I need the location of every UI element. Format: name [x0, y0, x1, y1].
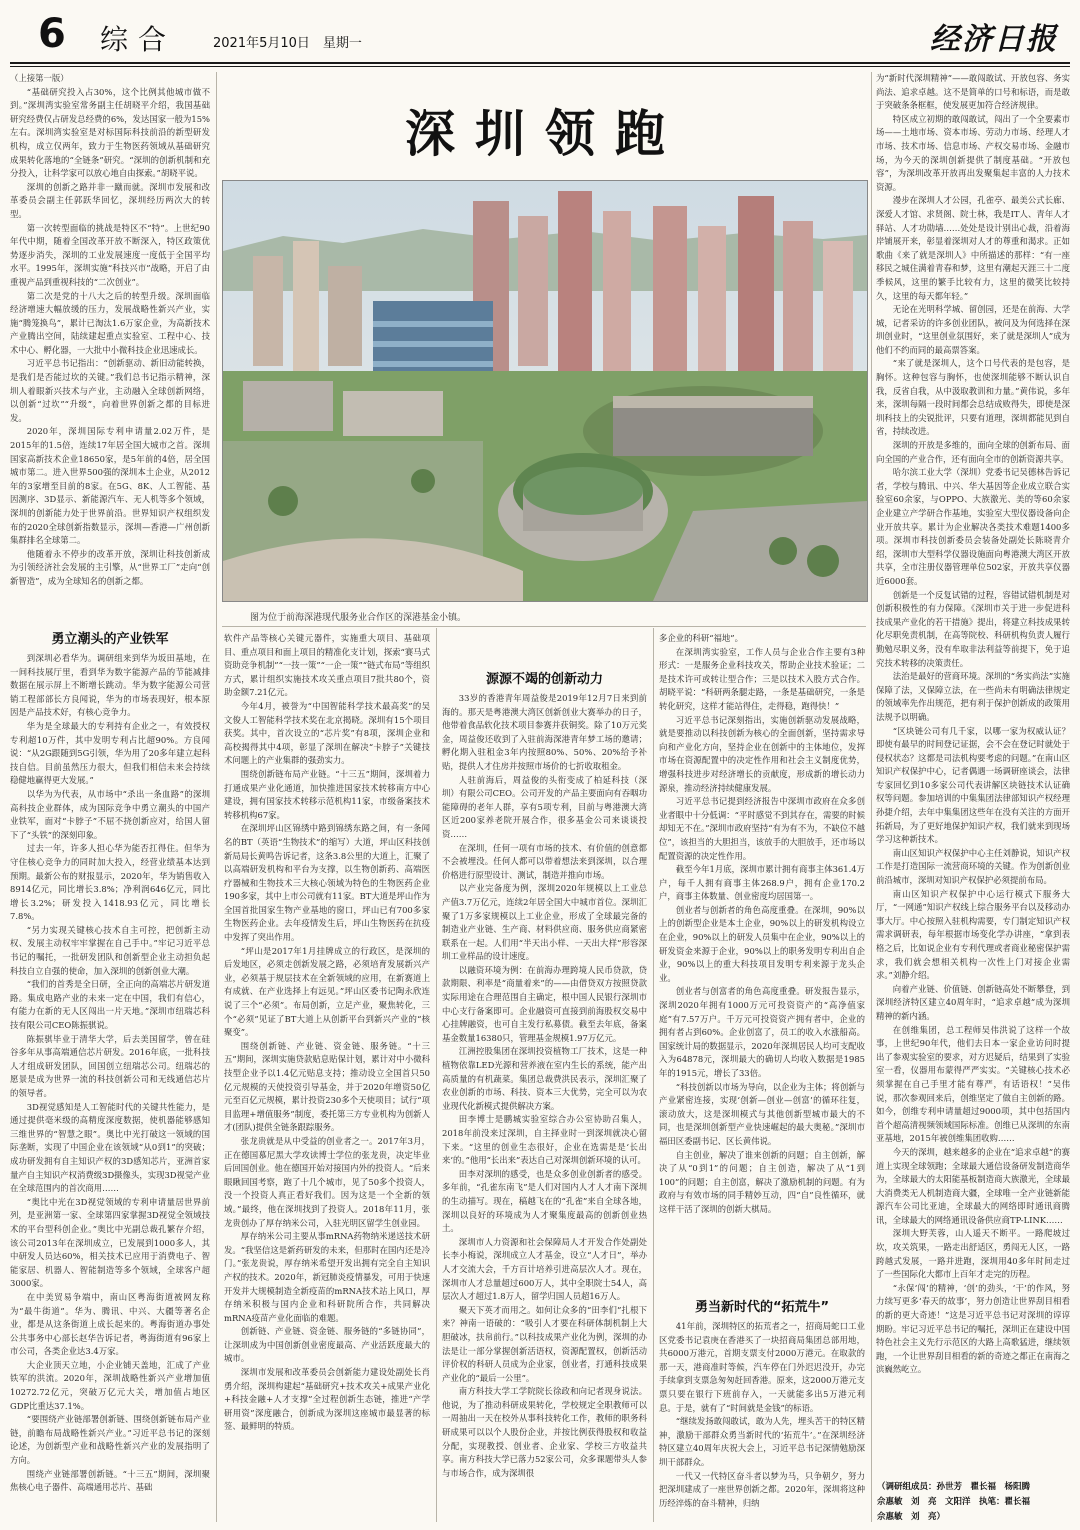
paragraph: “科技创新以市场为导向，以企业为主体；将创新与产业紧密连接，实现‘创新—创业—创富’的循环往复，滚动放大，这是深圳模式与其他创新型城市最大的不同，也是深圳创新型产业快速崛起的最大奥秘。”深圳市福田区委副书记、区长黄伟说。	[659, 1081, 865, 1146]
paragraph: 创业者与创富者的角色高度重叠。研发报告显示，深圳2020年拥有1000万元可投资资产的“高净值家庭”有7.57万户。千万元可投资资产拥有者中，企业的拥有者占到60%。企业创富了，员工的收入水涨船高。国家统计局的数据显示，2020年深圳居民人均可支配收入为64878元，深圳最大的确切人均收入数据是1985年的1915元，增长了33倍。	[659, 986, 865, 1078]
paragraph: 大企业顶天立地，小企业铺天盖地，汇成了产业铁军的洪流。2020年，深圳战略性新兴产业增加值10272.72亿元，突破万亿元大关，增加值占地区GDP比重达37.1%。	[10, 1359, 210, 1411]
paragraph: 深圳市发展和改革委员会创新能力建设处副处长肖勇介绍，深圳构建起“基础研究+技术攻关+成果产业化+科技金融+人才支撑”全过程创新生态链，推进“产学研用资”深度融合，创新成为深圳这座城市最显著的标签、最鲜明的特质。	[224, 1367, 430, 1432]
paragraph: “继续发扬敢闯敢试，敢为人先，埋头苦干的特区精神，激励干部群众勇当新时代的‘拓荒牛’。”在深圳经济特区建立40周年庆祝大会上，习近平总书记深情勉励深圳干部群众。	[659, 1416, 865, 1467]
paragraph: 围绕创新链、产业链、资金链、服务链。“十三五”期间，深圳实施贷款贴息贴保计划，累计对中小微科技型企业予以1.4亿元贴息支持；推动设立全国首只50亿元规模的天使投资引导基金，并于2020年增资50亿元至百亿元规模，累计投资230多个天使项目；试行“项目监理+增值服务”制度，委托第三方专业机构为创新人才(团队)提供全链条跟踪服务。	[224, 1040, 430, 1133]
paragraph: 聚天下英才而用之。如何让众多的“田李们”扎根下来？神南一语破的：“吸引人才要在科研体制机制上大胆破冰，扶帛前行。”以科技成果产业化为例，深圳的办法是让一部分掌握创新活语权，资源配置权，创新活动评价权的科研人员成为企业家，创业者，打通科技成果产业化的“最后一公里”。	[442, 1304, 647, 1383]
paragraph: 以融资环境为例：在前海办理跨境人民币贷款，贷款期限、利率是“商量着来”的——由借贷双方按照贷款实际用途在合理范围自主确定，根中国人民银行深圳市中心支行备案即可。企业融资可直接到前海股权交易中心挂牌融资，也可自主发行私募债。截至去年底，备案基金数量16380只，管理基金规模1.97万亿元。	[442, 964, 647, 1043]
paragraph: 南方科技大学工学院院长徐政和向记者现身说法。他说，为了推动科研成果转化，学校规定全职教师可以一周抽出一天在校外从事科技转化工作，教师的职务科研成果可以以个人股份企业，并按比例获得股权和收益分配，实现教授、创业者、企业家、学校三方收益共享。南方科技大学已落力52家公司，众多课题带头人参与市场合作，成为深圳很	[442, 1386, 647, 1478]
column-2	[224, 632, 430, 1522]
section-divider	[222, 626, 866, 627]
paragraph: “基础研究投入占30%，这个比例其他城市做不到。”深圳湾实验室常务副主任胡晓平介绍，我国基础研究经费仅占研发总经费的6%，发达国家一般为15%左右。深圳湾实验室是对标国际科技前沿的新型研发机构，成立仅两年，致力于生物医药领域从基础研究成果转化落地的“全链条”研究。“深圳的创新机制和充分投入，让科学家可以放心地自由探索。”胡晓平说。	[10, 86, 210, 179]
paragraph: 在创维集团，总工程师吴伟洪说了这样一个故事，上世纪90年代，他们去日本一家企业访问时提出了参观实验室的要求，对方迟疑后，结果到了实验室一看，仪器用布蒙得严严实实。“关键核心技术必须掌握在自己手里才能有尊严，有话语权！”吴伟说，那次参观回来后，创维坚定了做自主创新的路。如今，创维专利申请量超过9000项，其中包括国内首个超高清视频领域国际标准。创维已从深圳的东南亚基地，2015年被创维集团收购……	[876, 1024, 1070, 1144]
paragraph: 围绕产业链部署创新链。“十三五”期间，深圳聚焦核心电子器件、高端通用芯片、基础	[10, 1468, 210, 1493]
paragraph: 41年前，深圳特区的拓荒者之一，招商局蛇口工业区党委书记袁庚在香港买了一块招商局集团总部用地，共6000万港元，首期支票支付2000万港元。在取款的那一天，港商准时等候，汽车停在门外迟迟没开，办完手续拿到支票急匆匆赶回香港。原来，这2000万港元支票只要在银行下班前存入，一天就能多出5万港元利息。于是，就有了“时间就是金钱”的标语。	[659, 1321, 865, 1413]
paragraph: 33岁的香港青年周益俊是2019年12月7日来到前海的。那天是粤港澳大湾区创新创业大赛举办的日子，他带着食品软化技术项目参赛并获铜奖。除了10万元奖金，周益俊还收到了入驻前海深港青年梦工场的邀请；孵化期入驻租金3年内按照80%、50%、20%给予补贴，提供人才住房并按照市场价的七折收取租金。	[442, 693, 647, 771]
paragraph: 创新链、产业链、资金链、服务链的“多链协同”，让深圳成为中国创新创业密度最高、产业活跃度最大的城市。	[224, 1326, 430, 1364]
paragraph: 田李对深圳的感受，也是众多创业创新者的感受。多年前，“孔雀东南飞”是人们对国内人才人才南下深圳的生动描写。现在，稿越飞在的“孔雀”来自全球各地，深圳以良好的环境成为人才聚集度最高的创新创业热土。	[442, 1168, 647, 1234]
paragraph: 今天的深圳，越来越多的企业在“追求卓越”的赛道上实现全球领跑；全球最大通信设备研发制造商华为，全球最大的太阳能基板制造商大族激光，全球最大消费类无人机制造商大疆，全球唯一全产业链新能源汽车公司比亚迪，全球最大的网络即时通讯商腾讯，全球最大的网络通讯设备供应商TP-LINK……	[876, 1146, 1070, 1225]
paragraph: 软件产品等核心关键元器件，实施重大项目、基础项目、重点项目和面上项目的精准化支计划，探索“赛马式资助竞争机制”“一技一策”“一企一策”“链式布局”等组织方式，累计组织实施技术攻关重点项目7批共80个，资助金额7.21亿元。	[224, 633, 430, 698]
paragraph: 今年4月，被誉为“中国智能科学技术最高奖”的吴文俊人工智能科学技术奖在北京揭晓。深圳有15个项目获奖。其中，首次设立的“芯片奖”有8项，深圳企业和高校揭得其中4项，彰显了深圳在解决“卡脖子”关键技术问题上的产业集群的强劲实力。	[224, 700, 430, 766]
paragraph: 在深圳坪山区锦绣中路到锦绣东路之间，有一条闻名的BT（英语“生物技术”的缩写）大道，坪山区科技创新局局长黄鸣告诉记者，这条3.8公里的大道上，汇聚了以高端研发机构和平台为支撑，以生物创新药、高端医疗器械和生物技术三大核心领域为特色的生物医药企业190多家，其中上市公司就有11家。BT大道是坪山作为全国首批国家生物产业基地的窗口，坪山已有700多家生物医药企业。去年疫情发生后，坪山生物医药在抗疫中发挥了突出作用。	[224, 823, 430, 943]
paragraph: 张龙贵就是从中受益的创业者之一。2017年3月，正在德国慕尼黑大学攻读博士学位的张龙贵，决定毕业后回国创业。他在德国开始对接国内外的投资人。“后来眼瞅回国考察，跑了十几个城市，见了50多个投资人，没一个投资人真正看好我们。因为这是一个全新的领域。”最终，他在深圳找到了投资人。2018年11月，张龙贵创办了厚存纳米公司，入驻光明区留学生创业园。	[224, 1135, 430, 1228]
paragraph: 3D视觉感知是人工智能时代的关键共性能力，是通过提供毫米级的高精度深度数据，使机器能够感知三维世界的“智慧之眼”。奥比中光打破这一领域的国际垄断，实现了中国企业在该领域“从0到1”的突破；成功研发拥有自主知识产权的3D感知芯片，亚洲首家量产自主知识产权消费级3D摄像头，实现3D视觉产业在全球范围内的首次商用……	[10, 1101, 210, 1194]
paragraph: （上接第一版）	[10, 73, 69, 83]
paragraph: 习近平总书记指出：“创新驱动、新旧动能转换，是我们是否能过坎的关键。”我们总书记指示精神，深圳人着眼新兴技术与产业，主动融入全球创新网络，以创新“过坎”“升级”，向着世界创新之都的目标进发。	[10, 358, 210, 423]
paragraph: 自主创业，解决了谁来创新的问题；自主创新，解决了从“0到1”的问题；自主创造，解决了从“1到100”的问题；自主创富，解决了激励机制的问题。有为政府与有效市场的同手精妙互动，四“自”良性循环，就这样干活了深圳的创新大棋局。	[659, 1149, 865, 1214]
paragraph: 陈振骐毕业于清华大学，后去美国留学，曾在硅谷多年从事高端通信芯片研发。2016年底，一批科技人才组成研发团队，回国创立纽瑞芯公司。纽瑞芯的愿景是成为世界一流的科技创新公司和无线通信芯片的领导者。	[10, 1033, 210, 1098]
subhead-innovation: 源源不竭的创新动力	[485, 672, 603, 687]
paragraph: 深圳大野芙蓉，山人遥天不断平。一路爬坡过坎，攻关筑果，一路走出舒适区，勇闯无人区，一路跨越式发展，一路并进跑，深圳用40多年时间走过了一些国际化大都市上百年才走完的历程。	[876, 1228, 1070, 1280]
column-4-top	[659, 632, 865, 1292]
paragraph: 习近平总书记提到经济报告中深圳市政府在众多创业者眼中十分低调：“平时感觉不到其存在，需要的时候却知无不在。”深圳市政府坚持“有为有不为，不缺位不越位”，该担当的大胆担当，该放手的大胆放手，还市场以配置资源的决定性作用。	[659, 796, 865, 861]
column-divider	[653, 628, 654, 1522]
paragraph: 第一次转型面临的挑战是特区不“特”。上世纪90年代中期，随着全国改革开放不断深入，特区政策优势逐步消失，深圳的工业发展速度一度低于全国平均水平。1995年，深圳实施“科技兴市”战略，开启了由重视产品到重视科技的“二次创业”。	[10, 222, 210, 287]
paragraph: 在深圳，任何一项有市场的技术、有价值的创意都不会被埋没。任何人都可以带着想法来到深圳，以合理价格进行原型设计、测试，制造并推向市场。	[442, 842, 647, 880]
column-divider	[216, 72, 217, 1522]
city-photo	[222, 180, 868, 602]
paragraph: 田李博士是鹏城实验室综合办公室协助召集人，2018年前没来过深圳，自主择业时一到深圳就决心留下来。“这里的创业生态很好，企业在选需是是‘长出来’的。”他用“长出来”表达自己对深圳创新环境的认可。	[442, 1114, 647, 1166]
paragraph: 特区成立初期的敢闯敢试，闯出了一个全要素市场——土地市场、资本市场、劳动力市场、经理人才市场、技术市场、信息市场、产权交易市场、金融市场，为今天的深圳创新提供了制度基础。“开放包容”，为深圳改革开放再出发聚集起丰富的人力技术资源。	[876, 113, 1070, 192]
paragraph: 在深圳湾实验室，工作人员与企业合作主要有3种形式：一是服务企业科技攻关，帮助企业技术验证；二是技术许可或转让型合作；三是以技术入股方式合作。胡晓平说：“科研两条腿走路，一条是基础研究，一条是转化研究，这样才能站得住，走得稳，跑得快！”	[659, 646, 865, 711]
page-header	[0, 0, 1080, 64]
paragraph: “来了就是深圳人，这个口号代表的是包容，是胸怀。这种包容与胸怀，也使深圳能够不断认识自我，反省自我，从中汲取教训和力量。”黄伟说，多年来，深圳每隔一段时间都会总结成败得失，即使是深圳科技上的尖锐批评，只要有道理，深圳都能见到自省，持续改进。	[876, 358, 1070, 437]
paragraph: 第二次是党的十八大之后的转型升级。深圳面临经济增速大幅放缓的压力，发展战略性新兴产业，实施“腾笼换鸟”，累计已淘汰1.6万家企业，为高新技术产业腾出空间，陆续建起重点实验室、工程中心、技术中心、孵化器，一大批中小微科技企业迅速成长。	[10, 290, 210, 355]
research-team-credit	[877, 1480, 1067, 1525]
paragraph: 到深圳必看华为。调研组来到华为坂田基地，在一间科技展厅里，看到华为数字能源产品的节能减排数据在展示屏上不断增长跳动。华为数字能源公司营销工程部部长方良闻说，华为的市场表现好，根本原因是产品技术好，有核心竞争力。	[10, 653, 210, 718]
paragraph: 厚存纳米公司主要从事mRNA药物纳米递送技术研发。“我坚信这是新药研发的未来，但那时在国内还是冷门。”张龙贵说，厚存纳米希望开发出拥有完全自主知识产权的技术。2020年，新冠肺炎疫情暴发，可用于快速开发并大规模制造全新疫苗的mRNA技术站上风口，厚存纳米积极与国内企业和科研院所合作，共同解决mRNA疫苗产业化面临的难题。	[224, 1231, 430, 1323]
paragraph: 习近平总书记深刻指出，实施创新驱动发展战略，就是要推动以科技创新为核心的全面创新，坚持需求导向和产业化方向，坚持企业在创新中的主体地位，发挥市场在资源配置中的决定性作用和社会主义制度优势，增强科技进步对经济增长的贡献度，形成新的增长动力源泉，推动经济持续健康发展。	[659, 714, 865, 793]
column-1-bottom	[10, 652, 210, 1522]
paragraph: 创业者与创新者的角色高度重叠。在深圳，90%以上的创新型企业是本土企业，90%以上的研发机构设立在企业，90%以上的研发人员集中在企业，90%以上的研发资金来源于企业，90%以上的职务发明专利出自企业，90%以上的重大科技项目发明专利来源于龙头企业。	[659, 904, 865, 983]
header-rule-thin	[10, 66, 1070, 67]
column-4-bottom	[659, 1320, 865, 1522]
headline: 深圳领跑	[405, 105, 685, 163]
column-5	[876, 72, 1070, 1472]
paragraph: 漫步在深圳人才公园，孔雀亭、最美公式长廊、深爱人才馆、求贤阁、院士林，我是IT人、青年人才驿站、人才功勋墙……处处是设计别出心裁，沿着海岸铺展开来，彰显着深圳对人才的尊重和渴求。正如歌曲《来了就是深圳人》中所描述的那样：“有一座移民之城住满着青春和梦，这里有潮起天涯三十二度季候风，这里的繁手比较有力，这里的微笑比较持久，这里的每天都年轻。”	[876, 195, 1070, 301]
paragraph: 江洲控股集团在深圳投资植物工厂技术，这是一种植物依靠LED光源和营养液在室内生长的系统，能产出高质量的有机蔬菜。集团总裁费洪民表示，深圳汇聚了农业创新的市场、科技、资本三大优势，完全可以为农业现代化新模式提供解决方案。	[442, 1046, 647, 1111]
subhead-pioneer: 勇当新时代的“拓荒牛”	[694, 1300, 830, 1315]
paragraph: 他随着永不停步的改革开放，深圳让科技创新成为引领经济社会发展的主引擎，从“世界工厂”走向“创新智造”，成为全球知名的创新之都。	[10, 548, 210, 586]
paragraph: “区块链公司有几千家，以哪一家为权威认证？即使有最早的时间登记证据，会不会在登记时就处于侵权状态？这都是司法机构要考虑的问题。”在南山区知识产权保护中心，记者偶遇一场调研座谈会，法律专家回忆到10多家公司代表讲解区块链技术认证确权等问题。参加培训的中集集团法律部知识产权经理孙捷介绍，去年中集集团这些年在没有关注的方面开拓新局，为了更好地保护知识产权，我们就来到现场学习这种新技术。	[876, 725, 1070, 845]
paragraph: “奥比中光在3D视觉领域的专利申请量居世界前列，是亚洲第一家、全球第四家掌握3D视觉全领域技术的平台型科创企业。”奥比中光副总裁孔繁存介绍，该公司2013年在深圳成立，已发展到1000多人，其中研发人员达60%，相关技术已应用于消费电子、智能家居、机器人、智能制造等多个领域，全球客户超3000家。	[10, 1196, 210, 1289]
paragraph: 南山区知识产权保护中心运行模式下服务大厅，“一网通”知识产权线上综合服务平台以及移动办事大厅。中心按照入驻机构需要，专门制定知识产权需求调研表，每年根据市场变化学办讲座，“拿到表格之后，比如说企业有专利代理或者商业秘密保护需求，我们就会想相关机构一次性上门对接企业需求。”刘静介绍。	[876, 888, 1070, 981]
paragraph: 无论在光明科学城、留创园，还是在前海、大学城，记者采访的许多创业团队，被问及为何选择在深圳创业时，“这里创业氛围好，来了就是深圳人”成为他们不约而同的最高票答案。	[876, 304, 1070, 355]
paragraph: 以华为为代表，从市场中“杀出一条血路”的深圳高科技企业群体，成为国际竞争中勇立潮头的中国产业铁军，面对“卡脖子”不屈不挠创新应对，给国人留下了“头铁”的深刻印象。	[10, 788, 210, 840]
page-number: 6	[38, 11, 66, 57]
paragraph: 华为是全球最大的专利持有企业之一，有效授权专利超10万件，其中发明专利占比超90%。方良闻说：“从2G跟随到5G引领，华为用了20多年建立起科技自信。目前虽然压力很大，但我们相信未来会持续稳健地赢得更大发展。”	[10, 720, 210, 786]
column-1-top	[10, 72, 210, 617]
column-divider	[871, 72, 872, 1522]
paragraph: 法治是最好的营商环境。深圳的“务实尚法”实施保障了法，又保障立法，在一些尚未有明确法律规定的领域率先作出规范，把有利于保护创新成的政策用法规予以明确。	[876, 671, 1070, 722]
column-3	[442, 692, 647, 1522]
paragraph: 深圳的创新之路并非一蹴而就。深圳市发展和改革委员会副主任郭跃华回忆，深圳经历两次大的转型。	[10, 181, 210, 219]
paragraph: “永保‘闯’的精神，‘创’的劲头，‘干’的作风，努力续写更多‘春天的故事’，努力创造让世界刮目相看的新的更大奇迹！”这是习近平总书记对深圳的谆谆期盼。牢记习近平总书记的嘱托，深圳正在建设中国特色社会主义先行示范区的大路上高歌猛进，继续领跑，一个让世界刮目相看的新的奇迹之都正在南海之滨巍然屹立。	[876, 1282, 1070, 1375]
credit-line: （调研组成员：孙世芳 瞿长福 杨阳腾	[877, 1482, 1031, 1492]
paragraph: 一代又一代特区奋斗者以梦为马，只争朝夕，努力把深圳建成了一座世界创新之都。2020年，深圳将这种历经淬炼的奋斗精神，归纳	[659, 1470, 865, 1508]
paragraph: 2020年，深圳国际专利申请量2.02万件，是2015年的1.5倍，连续17年居全国大城市之首。深圳国家高新技术企业18650家，是5年前的4倍，居全国城市第二。进入世界500强的深圳本土企业，从2012年的3家增至目前的8家。在5G、8K、人工智能、基因测序、3D显示、新能源汽车、无人机等多个领域，深圳的创新能力处于世界前沿。世界知识产权组织发布的2020全球创新指数显示，深圳—香港—广州创新集群排名全球第二。	[10, 426, 210, 546]
paragraph: 深圳的开放是多维的，面向全球的创新布局、面向全国的产业合作，还有面向全市的创新资源共享。	[876, 440, 1070, 464]
paragraph: 以产业完备度为例，深圳2020年规模以上工业总产值3.7万亿元，连续2年居全国大中城市首位。深圳汇聚了1万多家规模以上工业企业，形成了全球最完备的制造业产业链、生产商、材料供应商、服务供应商紧密联系在一起。人们用“半天出小样、一天出大样”形容深圳工业样品的设计速度。	[442, 883, 647, 962]
paragraph: 截至今年1月底，深圳市累计拥有商事主体361.4万户，每千人拥有商事主体268.9户，拥有企业170.2户，商事主体数量、创业密度均居国第一。	[659, 864, 865, 902]
paragraph: “坪山是2017年1月挂牌成立的行政区，是深圳的后发地区，必须走创新发展之路，必须培育发展新兴产业，必须基于规层技术在全新领域的应用，在新赛道上有成就、在产业选择上有远见。”坪山区委书记陶永欣连说了三个“必须”。布局创新，立足产业，聚焦转化，三个“必须”见证了BT大道上从创新平台到新兴产业的“核聚变”。	[224, 945, 430, 1038]
paragraph: 深圳市人力资源和社会保障局人才开发合作处副处长李小梅说，深圳成立人才基金，设立“人才日”，举办人才交流大会，千方百计培养引进高层次人才。现在，深圳市人才总量超过600万人，其中全职院士54人，高层次人才超过1.8万人，留学归国人员超16万人。	[442, 1236, 647, 1302]
credit-line: 佘惠敏 刘 亮）	[877, 1512, 946, 1522]
paragraph: 过去一年，许多人担心华为能否扛得住。但华为守住核心竞争力的同时加大投入，经营业绩基本达到预期。最新公布的财报显示，2020年，华为销售收入8914亿元，同比增长3.8%；净利润646亿元，同比增长3.2%；研发投入1418.93亿元，同比增长7.8%。	[10, 843, 210, 922]
paragraph: 南山区知识产权保护中心主任刘静说，知识产权工作是打造国际一流营商环境的关键。作为创新创业前沿城市，深圳对知识产权保护必须提前布局。	[876, 847, 1070, 886]
credit-line: 佘惠敏 刘 亮 文阳洋 执笔：瞿长福	[877, 1497, 1031, 1507]
section-name: 综合	[100, 23, 177, 56]
paragraph: 创新是一个反复试错的过程，容错试错机制是对创新积极性的有力保障。《深圳市关于进一步促进科技成果产业化的若干措施》提出，将建立科技成果转化尽职免责机制，在高等院校、科研机构负责人履行勤勉尽职义务，没有牟取非法利益等前提下，免于追究技术转移的决策责任。	[876, 589, 1070, 668]
paragraph: 哈尔滨工业大学（深圳）党委书记吴德林告诉记者，学校与腾讯、中兴、华大基因等企业成立联合实验室60余家，与OPPO、大族激光、美的等60余家企业建立产学研合作基地，实验室大型仪器设备向企业开放共享。累计为企业解决各类技术难题1400多项。深圳市科技创新委员会装备处副处长陈晓青介绍，深圳市大型科学仪器设施面向粤港澳大湾区开放共享，全市注册仪器管理单位502家，开放共享仪器近6000套。	[876, 467, 1070, 586]
paragraph: 向着产业链、价值链、创新链高处不断攀登，到深圳经济特区建立40周年时，“追求卓越”成为深圳精神的新内涵。	[876, 983, 1070, 1021]
header-rule	[10, 62, 1070, 64]
photo-caption: 图为位于前海深港现代服务业合作区的深港基金小镇。	[250, 613, 467, 623]
paragraph: 人驻前海后，周益俊的头衔变成了柏延科技（深圳）有限公司CEO。公司开发的产品主要面向有吞咽功能障碍的老年人群，享有5项专利，目前与粤港澳大湾区近200家养老院开展合作，很多基金公司来谈谈投资……	[442, 774, 647, 839]
paragraph: “另力实现关键核心技术自主可控，把创新主动权、发展主动权牢牢掌握在自己手中。”牢记习近平总书记的嘱托，一批研发团队和创新型企业主动担负起科技自立自强的使命，加入深圳的创新创业大潮。	[10, 924, 210, 976]
issue-date: 2021年5月10日 星期一	[213, 36, 362, 51]
paragraph: 在中美贸易争端中，南山区粤海街道被网友称为“最牛街道”。华为、腾讯、中兴、大疆等著名企业，都是从这条街道上成长起来的。粤海街道办事处公共事务中心部长赵华告诉记者，粤海街道有96家上市公司，各类企业达3.4万家。	[10, 1291, 210, 1357]
paragraph: “要围绕产业链部署创新链、围绕创新链布局产业链，前瞻布局战略性新兴产业。”习近平总书记的深刻论述，为创新型产业和战略性新兴产业的发展指明了方向。	[10, 1414, 210, 1466]
paragraph: 为“新时代深圳精神”——敢闯敢试、开放包容、务实尚法、追求卓越。这不是简单的口号和标语，而是敢于突破条条框框，使发展更加符合经济规律。	[876, 73, 1070, 111]
subhead-industry: 勇立潮头的产业铁军	[51, 632, 169, 647]
paragraph: 多企业的科研“福地”。	[659, 633, 743, 643]
paragraph: 围绕创新链布局产业链。“十三五”期间，深圳着力打通成果产业化通道，加快推进国家技术转移南方中心建设，拥有国家技术转移示范机构11家，市级备案技术转移机构67家。	[224, 768, 430, 820]
masthead-logo: 经济日报	[930, 22, 1058, 57]
column-divider	[436, 628, 437, 1522]
paragraph: “我们的首秀是全日研，全正向的高端芯片研发道路。集成电路产业的未来一定在中国，我们有信心，有能力在新的无人区闯出一片天地。”深圳市纽瑞芯科技有限公司CEO陈振骐说。	[10, 979, 210, 1031]
